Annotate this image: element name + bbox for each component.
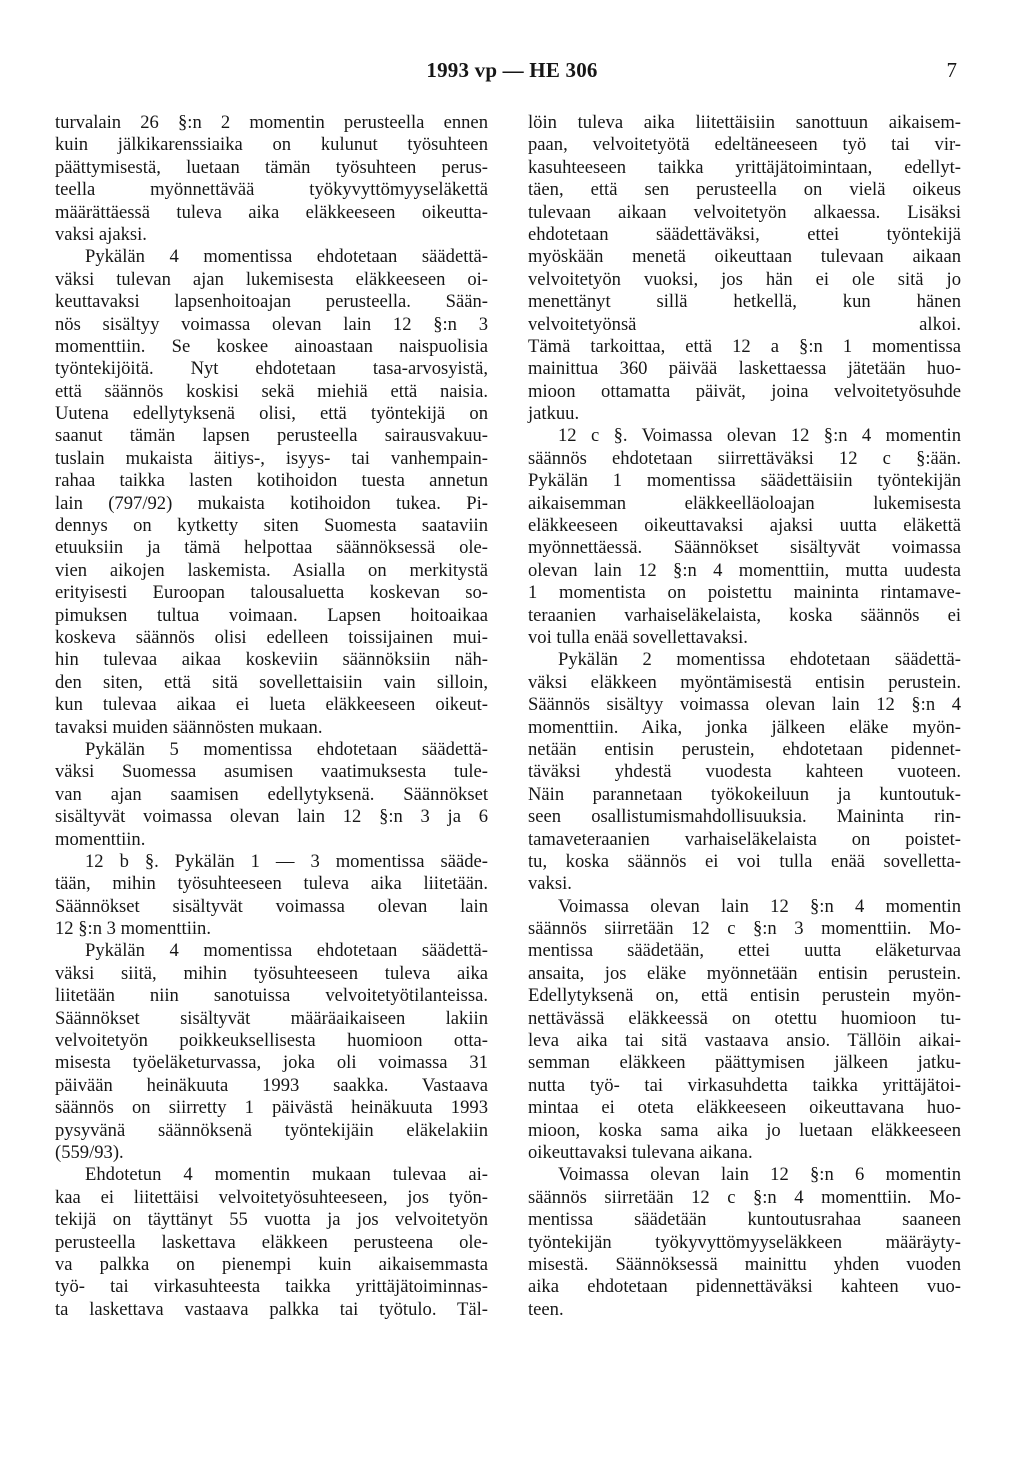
text-line: tekijä on täyttänyt 55 vuotta ja jos velvoitetyön [55, 1209, 488, 1231]
text-line: misesta työeläketurvassa, joka oli voimassa 31 [55, 1052, 488, 1074]
text-line: ta laskettava vastaava palkka tai työtulo. Täl- [55, 1298, 488, 1320]
text-line: työ- tai virkasuhteesta taikka yrittäjätoiminnas- [55, 1276, 488, 1298]
text-line: Edellytyksenä on, että entisin perustein myön- [528, 985, 961, 1007]
text-line: momenttiin. Se koskee ainoastaan naispuolisia [55, 335, 488, 357]
text-line: säännös ehdotetaan siirrettäväksi 12 c §:ään. [528, 447, 961, 469]
page-header [0, 58, 1024, 88]
text-line: tulevaan aikaan velvoitetyön alkaessa. Lisäksi [528, 201, 961, 223]
text-line: dennys on kytketty siten Suomesta saataviin [55, 515, 488, 537]
text-line: Voimassa olevan lain 12 §:n 6 momentin [558, 1164, 961, 1186]
text-line: päivään heinäkuuta 1993 saakka. Vastaava [55, 1074, 488, 1096]
text-line: Pykälän 5 momentissa ehdotetaan säädettä- [85, 738, 488, 760]
text-line: Pykälän 4 momentissa ehdotetaan säädettä- [85, 246, 488, 268]
text-line: 12 c §. Voimassa olevan 12 §:n 4 momentin [558, 425, 961, 447]
text-line: 1 momentista on poistettu maininta rintamave- [528, 582, 961, 604]
text-line: nettävässä eläkkeessä on otettu huomioon tu- [528, 1007, 961, 1029]
text-line: täen, että sen perusteella on vielä oikeus [528, 179, 961, 201]
text-line: pimuksen tultua voimaan. Lapsen hoitoaikaa [55, 604, 488, 626]
page-number: 7 [946, 58, 957, 82]
text-line: säännös siirretään 12 c §:n 4 momenttiin. Mo- [528, 1186, 961, 1208]
text-line: työntekijöitä. Nyt ehdotetaan tasa-arvosyistä, [55, 358, 488, 380]
text-line: myöskään menetä oikeuttaan tulevaan aikaan [528, 246, 961, 268]
text-line: pysyvänä säännöksenä työntekijäin eläkelakiin [55, 1119, 488, 1141]
text-line: väksi siitä, mihin työsuhteeseen tuleva aika [55, 962, 488, 984]
text-line: väksi eläkkeen myöntämisestä entisin perustein. [528, 671, 961, 693]
text-line: vaksi. [528, 873, 572, 895]
text-line: Säännökset sisältyvät määräaikaiseen lakiin [55, 1007, 488, 1029]
text-line: ansaita, jos eläke myönnetään entisin perustein. [528, 962, 961, 984]
text-line: tuslain mukaista äitiys-, isyys- tai vanhempain- [55, 447, 488, 469]
text-line: kun tulevaa aikaa ei lueta eläkkeeseen oikeut- [55, 694, 488, 716]
text-line: tään, mihin työsuhteeseen tuleva aika liitetään. [55, 873, 488, 895]
text-line: mentissa säädetään kuntoutusrahaa saaneen [528, 1209, 961, 1231]
text-line: Säännökset sisältyvät voimassa olevan lain [55, 895, 488, 917]
text-line: olevan lain 12 §:n 4 momenttiin, mutta uudesta [528, 559, 961, 581]
text-line: mainittua 360 päivää laskettaessa jätetään huo- [528, 358, 961, 380]
text-line: väksi tulevan ajan lukemisesta eläkkeeseen oi- [55, 268, 488, 290]
text-line: momenttiin. [55, 828, 146, 850]
text-line: Tämä tarkoittaa, että 12 a §:n 1 momentissa [528, 335, 961, 357]
text-line: teraanien varhaiseläkelaista, koska säännös ei [528, 604, 961, 626]
text-line: jatkuu. [528, 403, 580, 425]
text-line: oikeuttavaksi tulevana aikana. [528, 1141, 753, 1163]
text-line: kaa ei liitettäisi velvoitetyösuhteeseen, jos työn- [55, 1186, 488, 1208]
document-title: 1993 vp — HE 306 [426, 58, 598, 82]
text-line: misestä. Säännöksessä mainittu yhden vuoden [528, 1253, 961, 1275]
text-line: ehdotetaan säädettäväksi, ettei työntekijä [528, 223, 961, 245]
text-line: menettänyt sillä hetkellä, kun hänen [528, 291, 961, 313]
text-line: Pykälän 1 momentissa säädettäisiin työntekijän [528, 470, 961, 492]
right-text-column [528, 112, 961, 1321]
text-line: säännös siirretään 12 c §:n 3 momenttiin. Mo- [528, 918, 961, 940]
text-line: mioon, koska sama aika jo luetaan eläkkeeseen [528, 1119, 961, 1141]
text-line: 12 §:n 3 momenttiin. [55, 918, 211, 940]
text-line: saanut tämän lapsen perusteella sairausvakuu- [55, 425, 488, 447]
text-line: vien aikojen laskemista. Asialla on merkitystä [55, 559, 488, 581]
text-line: leva aika tai sitä vastaava ansio. Tällöin aikai- [528, 1030, 961, 1052]
text-line: aikaisemman eläkkeelläoloajan lukemisesta [528, 492, 961, 514]
text-line: täväksi yhdestä vuodesta kahteen vuoteen. [528, 761, 961, 783]
text-line: netään entisin perustein, ehdotetaan pidennet- [528, 738, 961, 760]
text-line: eläkkeeseen oikeuttavaksi ajaksi uutta eläkettä [528, 515, 961, 537]
text-line: vaksi ajaksi. [55, 223, 147, 245]
text-line: keuttavaksi lapsenhoitoajan perusteella. Sään- [55, 291, 488, 313]
text-line: perusteella laskettava eläkkeen perusteena ole- [55, 1231, 488, 1253]
text-line: (559/93). [55, 1141, 124, 1163]
text-line: den siten, että sitä sovellettaisiin vain silloin, [55, 671, 488, 693]
text-line: myönnettäessä. Säännökset sisältyvät voimassa [528, 537, 961, 559]
text-line: Pykälän 4 momentissa ehdotetaan säädettä- [85, 940, 488, 962]
text-line: tu, koska säännös ei voi tulla enää sovelletta- [528, 850, 961, 872]
text-line: koskeva säännös olisi edelleen toissijainen mui- [55, 626, 488, 648]
text-line: säännös on siirretty 1 päivästä heinäkuuta 1993 [55, 1097, 488, 1119]
text-line: Säännös sisältyy voimassa olevan lain 12 §:n 4 [528, 694, 961, 716]
text-line: semman eläkkeen päättymisen jälkeen jatku- [528, 1052, 961, 1074]
text-line: turvalain 26 §:n 2 momentin perusteella ennen [55, 112, 488, 133]
text-line: paan, velvoitetyötä edeltäneeseen työ tai vir- [528, 134, 961, 156]
text-line: rahaa taikka lasten kotihoidon tuesta annetun [55, 470, 488, 492]
text-line: päättymisestä, luetaan tämän työsuhteen perus- [55, 156, 488, 178]
text-line: Uutena edellytyksenä olisi, että työntekijä on [55, 403, 488, 425]
text-line: aika ehdotetaan pidennettäväksi kahteen vuo- [528, 1276, 961, 1298]
text-line: nutta työ- tai virkasuhdetta taikka yrittäjätoi- [528, 1074, 961, 1096]
text-line: tavaksi muiden säännösten mukaan. [55, 716, 323, 738]
left-text-column [55, 112, 488, 1321]
text-line: etuuksiin ja tämä helpottaa säännöksessä ole- [55, 537, 488, 559]
text-line: väksi Suomessa asumisen vaatimuksesta tule- [55, 761, 488, 783]
text-line: hin tulevaa aikaa koskeviin säännöksiin näh- [55, 649, 488, 671]
text-line: sisältyvät voimassa olevan lain 12 §:n 3 ja 6 [55, 806, 488, 828]
text-line: liitetään niin sanotuissa velvoitetyötilanteissa. [55, 985, 488, 1007]
text-line: teella myönnettävää työkyvyttömyyseläkettä [55, 179, 488, 201]
text-line: työntekijän työkyvyttömyyseläkkeen määräyty- [528, 1231, 961, 1253]
text-line: seen osallistumismahdollisuuksia. Maininta rin- [528, 806, 961, 828]
text-line: teen. [528, 1298, 564, 1320]
text-line: van ajan saamisen edellytyksenä. Säännökset [55, 783, 488, 805]
text-line: löin tuleva aika liitettäisiin sanottuun aikaisem- [528, 112, 961, 133]
text-line: lain (797/92) mukaista kotihoidon tukea. Pi- [55, 492, 488, 514]
text-line: Pykälän 2 momentissa ehdotetaan säädettä- [558, 649, 961, 671]
text-line: mentissa säädetään, ettei uutta eläketurvaa [528, 940, 961, 962]
text-line: Näin parannetaan työkokeiluun ja kuntoutuk- [528, 783, 961, 805]
text-line: momenttiin. Aika, jonka jälkeen eläke myön- [528, 716, 961, 738]
text-line: velvoitetyön poikkeuksellisesta huomioon otta- [55, 1030, 488, 1052]
text-line: kuin jälkikarenssiaika on kulunut työsuhteen [55, 134, 488, 156]
text-line: että säännös koskisi sekä miehiä että naisia. [55, 380, 488, 402]
text-line: velvoitetyönsä alkoi. [528, 313, 961, 335]
text-line: voi tulla enää sovellettavaksi. [528, 626, 748, 648]
text-line: Voimassa olevan lain 12 §:n 4 momentin [558, 895, 961, 917]
text-line: velvoitetyön vuoksi, jos hän ei ole sitä jo [528, 268, 961, 290]
text-line: Ehdotetun 4 momentin mukaan tulevaa ai- [85, 1164, 488, 1186]
text-line: kasuhteeseen taikka yrittäjätoimintaan, edellyt- [528, 156, 961, 178]
text-line: 12 b §. Pykälän 1 — 3 momentissa sääde- [85, 850, 488, 872]
text-line: nös sisältyy voimassa olevan lain 12 §:n 3 [55, 313, 488, 335]
text-line: määrättäessä tuleva aika eläkkeeseen oikeutta- [55, 201, 488, 223]
text-line: mioon ottamatta päivät, joina velvoitetyösuhde [528, 380, 961, 402]
text-line: va palkka on pienempi kuin aikaisemmasta [55, 1253, 488, 1275]
text-line: mintaa ei oteta eläkkeeseen oikeuttavana huo- [528, 1097, 961, 1119]
text-line: tamaveteraanien varhaiseläkelaista on poistet- [528, 828, 961, 850]
text-line: erityisesti Euroopan talousaluetta koskevan so- [55, 582, 488, 604]
